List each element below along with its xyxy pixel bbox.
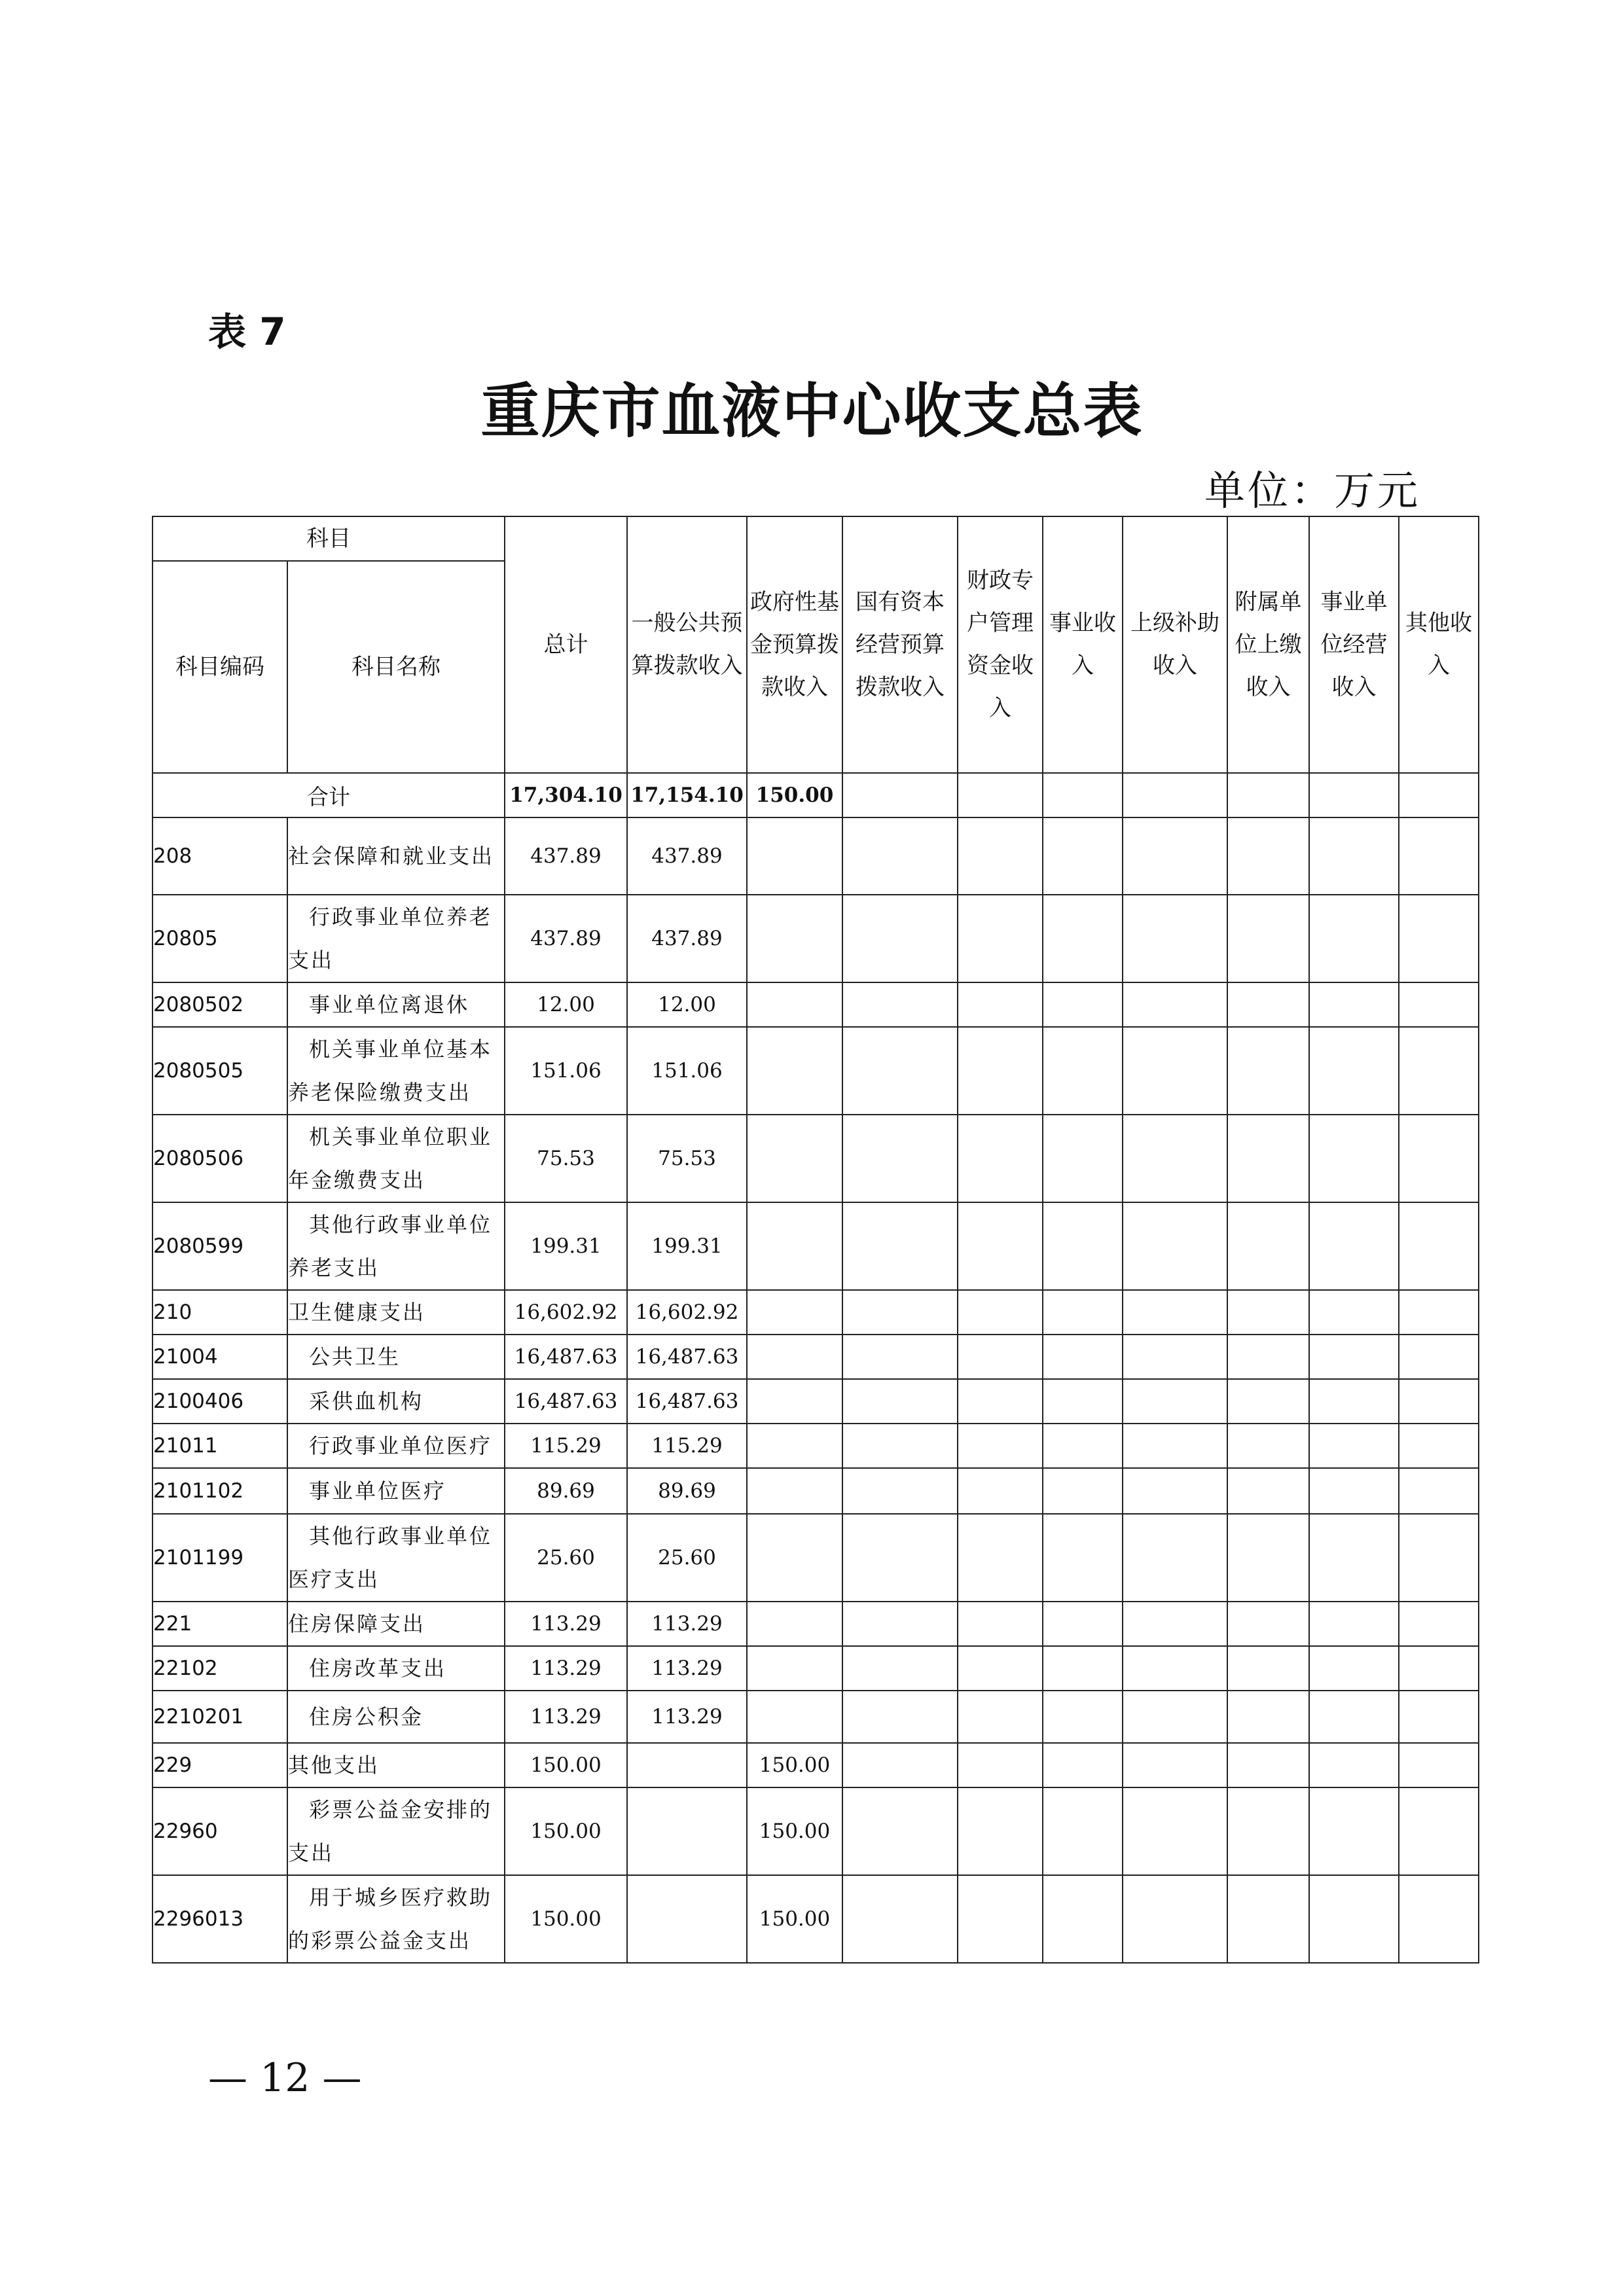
empty-cell (1227, 1335, 1309, 1379)
empty-cell (1123, 1514, 1227, 1602)
empty-cell (1123, 895, 1227, 982)
empty-cell (958, 1202, 1043, 1290)
empty-cell (1043, 1602, 1123, 1646)
table-row (153, 1787, 1479, 1875)
empty-cell (1123, 1290, 1227, 1335)
empty-cell (1399, 1027, 1479, 1115)
subject-name-cell: 行政事业单位医疗 (287, 1424, 505, 1468)
empty-cell (1309, 1424, 1399, 1468)
empty-cell (1123, 1335, 1227, 1379)
subject-name-cell: 事业单位离退休 (287, 982, 505, 1027)
empty-cell (1399, 1743, 1479, 1787)
table-row (153, 1602, 1479, 1646)
empty-cell (1399, 895, 1479, 982)
empty-cell (1227, 1691, 1309, 1743)
subject-code-cell: 210 (153, 1290, 287, 1335)
total-cell: 113.29 (505, 1602, 627, 1646)
empty-cell (958, 982, 1043, 1027)
empty-cell (1309, 1787, 1399, 1875)
total-label: 合计 (153, 773, 505, 817)
general-budget-cell: 89.69 (627, 1468, 747, 1514)
total-cell: 17,304.10 (505, 773, 627, 817)
empty-cell (1227, 817, 1309, 895)
header-affiliated-unit: 附属单位上缴收入 (1227, 516, 1309, 773)
empty-cell (1227, 1027, 1309, 1115)
empty-cell (1123, 1202, 1227, 1290)
empty-cell (842, 1290, 958, 1335)
table-row (153, 1335, 1479, 1379)
empty-cell (1043, 1743, 1123, 1787)
empty-cell (1309, 1875, 1399, 1963)
government-fund-cell (747, 817, 842, 895)
empty-cell (1043, 1424, 1123, 1468)
general-budget-cell: 115.29 (627, 1424, 747, 1468)
subject-name-cell: 其他行政事业单位养老支出 (287, 1202, 505, 1290)
empty-cell (958, 1468, 1043, 1514)
total-cell: 12.00 (505, 982, 627, 1027)
empty-cell (1227, 1646, 1309, 1691)
empty-cell (1123, 1424, 1227, 1468)
subject-code-cell: 20805 (153, 895, 287, 982)
empty-cell (1227, 1379, 1309, 1424)
empty-cell (1227, 1115, 1309, 1202)
empty-cell (1123, 1379, 1227, 1424)
empty-cell (1227, 1743, 1309, 1787)
total-cell: 150.00 (505, 1743, 627, 1787)
empty-cell (958, 1646, 1043, 1691)
empty-cell (842, 1027, 958, 1115)
total-cell: 115.29 (505, 1424, 627, 1468)
page-title: 重庆市血液中心收支总表 (480, 376, 1144, 446)
table-row (153, 1027, 1479, 1115)
subject-code-cell: 22960 (153, 1787, 287, 1875)
empty-cell (958, 1514, 1043, 1602)
empty-cell (1043, 773, 1123, 817)
empty-cell (1227, 1514, 1309, 1602)
empty-cell (958, 1691, 1043, 1743)
table-row (153, 1468, 1479, 1514)
table-row (153, 1290, 1479, 1335)
empty-cell (1227, 1875, 1309, 1963)
total-cell: 150.00 (505, 1875, 627, 1963)
header-superior-subsidy: 上级补助收入 (1123, 516, 1227, 773)
empty-cell (842, 1379, 958, 1424)
table-label: 表 7 (208, 310, 286, 354)
empty-cell (1399, 1202, 1479, 1290)
empty-cell (1399, 773, 1479, 817)
header-other-income: 其他收入 (1399, 516, 1479, 773)
table-row (153, 1379, 1479, 1424)
table-row (153, 982, 1479, 1027)
empty-cell (842, 982, 958, 1027)
empty-cell (958, 1335, 1043, 1379)
empty-cell (1309, 1335, 1399, 1379)
subject-code-cell: 22102 (153, 1646, 287, 1691)
header-general-budget: 一般公共预算拨款收入 (627, 516, 747, 773)
header-operating-income: 事业单位经营收入 (1309, 516, 1399, 773)
header-subject-group: 科目 (153, 516, 505, 561)
general-budget-cell: 113.29 (627, 1646, 747, 1691)
empty-cell (1123, 1468, 1227, 1514)
empty-cell (842, 1646, 958, 1691)
subject-code-cell: 221 (153, 1602, 287, 1646)
empty-cell (842, 1335, 958, 1379)
government-fund-cell: 150.00 (747, 1743, 842, 1787)
subject-name-cell: 社会保障和就业支出 (287, 817, 505, 895)
general-budget-cell: 113.29 (627, 1691, 747, 1743)
empty-cell (1309, 1743, 1399, 1787)
general-budget-cell: 151.06 (627, 1027, 747, 1115)
subject-code-cell: 208 (153, 817, 287, 895)
empty-cell (842, 773, 958, 817)
table-row (153, 1514, 1479, 1602)
empty-cell (1123, 982, 1227, 1027)
empty-cell (842, 1514, 958, 1602)
empty-cell (1309, 1468, 1399, 1514)
subject-name-cell: 住房公积金 (287, 1691, 505, 1743)
subject-name-cell: 彩票公益金安排的支出 (287, 1787, 505, 1875)
total-cell: 437.89 (505, 895, 627, 982)
table-row (153, 1691, 1479, 1743)
table-row (153, 1115, 1479, 1202)
empty-cell (958, 895, 1043, 982)
empty-cell (958, 1424, 1043, 1468)
total-cell: 199.31 (505, 1202, 627, 1290)
general-budget-cell: 75.53 (627, 1115, 747, 1202)
empty-cell (1399, 1787, 1479, 1875)
empty-cell (958, 1115, 1043, 1202)
header-special-account: 财政专户管理资金收入 (958, 516, 1043, 773)
empty-cell (1043, 1335, 1123, 1379)
header-government-fund: 政府性基金预算拨款收入 (747, 516, 842, 773)
empty-cell (958, 1027, 1043, 1115)
empty-cell (1043, 1787, 1123, 1875)
total-cell: 16,487.63 (505, 1335, 627, 1379)
budget-table (152, 516, 1479, 1964)
subject-code-cell: 229 (153, 1743, 287, 1787)
subject-name-cell: 行政事业单位养老支出 (287, 895, 505, 982)
empty-cell (1309, 1691, 1399, 1743)
empty-cell (842, 1468, 958, 1514)
table-row (153, 1202, 1479, 1290)
header-state-capital: 国有资本经营预算拨款收入 (842, 516, 958, 773)
empty-cell (958, 1743, 1043, 1787)
subject-code-cell: 21004 (153, 1335, 287, 1379)
empty-cell (842, 1691, 958, 1743)
government-fund-cell (747, 1514, 842, 1602)
empty-cell (842, 1115, 958, 1202)
empty-cell (1123, 1743, 1227, 1787)
general-budget-cell (627, 1743, 747, 1787)
empty-cell (1309, 895, 1399, 982)
subject-code-cell: 2080599 (153, 1202, 287, 1290)
header-subject-name: 科目名称 (287, 561, 505, 773)
empty-cell (1123, 1787, 1227, 1875)
empty-cell (1043, 1379, 1123, 1424)
government-fund-cell (747, 1602, 842, 1646)
empty-cell (958, 1290, 1043, 1335)
empty-cell (1309, 1514, 1399, 1602)
empty-cell (842, 1743, 958, 1787)
empty-cell (1399, 982, 1479, 1027)
general-budget-cell (627, 1787, 747, 1875)
subject-code-cell: 2080502 (153, 982, 287, 1027)
empty-cell (958, 1787, 1043, 1875)
subject-name-cell: 公共卫生 (287, 1335, 505, 1379)
total-cell: 113.29 (505, 1646, 627, 1691)
table-row (153, 1424, 1479, 1468)
empty-cell (1309, 1646, 1399, 1691)
general-budget-cell: 199.31 (627, 1202, 747, 1290)
empty-cell (1043, 1646, 1123, 1691)
empty-cell (1227, 895, 1309, 982)
header-subject-code: 科目编码 (153, 561, 287, 773)
empty-cell (1309, 1602, 1399, 1646)
subject-code-cell: 2296013 (153, 1875, 287, 1963)
empty-cell (1227, 1202, 1309, 1290)
general-budget-cell: 16,487.63 (627, 1379, 747, 1424)
empty-cell (1043, 1691, 1123, 1743)
empty-cell (1043, 1290, 1123, 1335)
total-cell: 151.06 (505, 1027, 627, 1115)
empty-cell (958, 773, 1043, 817)
page-number: — 12 — (208, 2055, 362, 2101)
general-budget-cell: 16,487.63 (627, 1335, 747, 1379)
table-row (153, 1875, 1479, 1963)
general-budget-cell: 25.60 (627, 1514, 747, 1602)
government-fund-cell (747, 1691, 842, 1743)
empty-cell (1123, 1115, 1227, 1202)
government-fund-cell (747, 1379, 842, 1424)
empty-cell (1399, 1424, 1479, 1468)
government-fund-cell: 150.00 (747, 1875, 842, 1963)
table-row (153, 895, 1479, 982)
empty-cell (1309, 773, 1399, 817)
empty-cell (842, 895, 958, 982)
government-fund-cell (747, 1335, 842, 1379)
empty-cell (1043, 1875, 1123, 1963)
empty-cell (1309, 817, 1399, 895)
empty-cell (1043, 1468, 1123, 1514)
empty-cell (1399, 1646, 1479, 1691)
empty-cell (1043, 1027, 1123, 1115)
government-fund-cell (747, 982, 842, 1027)
subject-name-cell: 用于城乡医疗救助的彩票公益金支出 (287, 1875, 505, 1963)
empty-cell (1043, 1202, 1123, 1290)
empty-cell (958, 1379, 1043, 1424)
total-cell: 16,487.63 (505, 1379, 627, 1424)
empty-cell (1043, 1115, 1123, 1202)
total-cell: 25.60 (505, 1514, 627, 1602)
empty-cell (1123, 1691, 1227, 1743)
subject-name-cell: 卫生健康支出 (287, 1290, 505, 1335)
empty-cell (1399, 1468, 1479, 1514)
header-business-income: 事业收入 (1043, 516, 1123, 773)
empty-cell (1309, 982, 1399, 1027)
empty-cell (842, 1424, 958, 1468)
general-budget-cell: 437.89 (627, 895, 747, 982)
subject-code-cell: 2101199 (153, 1514, 287, 1602)
government-fund-cell (747, 1202, 842, 1290)
general-budget-cell: 113.29 (627, 1602, 747, 1646)
empty-cell (958, 1875, 1043, 1963)
subject-name-cell: 事业单位医疗 (287, 1468, 505, 1514)
empty-cell (842, 1602, 958, 1646)
empty-cell (1123, 773, 1227, 817)
subject-name-cell: 机关事业单位基本养老保险缴费支出 (287, 1027, 505, 1115)
empty-cell (1227, 773, 1309, 817)
subject-name-cell: 住房保障支出 (287, 1602, 505, 1646)
empty-cell (1399, 817, 1479, 895)
empty-cell (1227, 1787, 1309, 1875)
empty-cell (1227, 1424, 1309, 1468)
subject-name-cell: 其他行政事业单位医疗支出 (287, 1514, 505, 1602)
general-budget-cell: 437.89 (627, 817, 747, 895)
empty-cell (1123, 1027, 1227, 1115)
subject-code-cell: 2100406 (153, 1379, 287, 1424)
government-fund-cell (747, 1646, 842, 1691)
empty-cell (1309, 1115, 1399, 1202)
government-fund-cell (747, 1027, 842, 1115)
empty-cell (1043, 895, 1123, 982)
general-budget-cell: 12.00 (627, 982, 747, 1027)
empty-cell (1227, 982, 1309, 1027)
general-budget-cell: 16,602.92 (627, 1290, 747, 1335)
empty-cell (1399, 1379, 1479, 1424)
empty-cell (1399, 1602, 1479, 1646)
empty-cell (1123, 1646, 1227, 1691)
government-fund-cell (747, 1115, 842, 1202)
total-cell: 75.53 (505, 1115, 627, 1202)
table-row (153, 1743, 1479, 1787)
empty-cell (1399, 1115, 1479, 1202)
empty-cell (1043, 817, 1123, 895)
total-cell: 16,602.92 (505, 1290, 627, 1335)
government-fund-cell (747, 1424, 842, 1468)
subject-code-cell: 2080506 (153, 1115, 287, 1202)
empty-cell (842, 1202, 958, 1290)
table-row (153, 1646, 1479, 1691)
government-fund-cell (747, 1468, 842, 1514)
government-fund-cell (747, 1290, 842, 1335)
empty-cell (842, 817, 958, 895)
empty-cell (1227, 1290, 1309, 1335)
subject-name-cell: 住房改革支出 (287, 1646, 505, 1691)
subject-code-cell: 21011 (153, 1424, 287, 1468)
empty-cell (1123, 1875, 1227, 1963)
total-cell: 150.00 (505, 1787, 627, 1875)
header-total: 总计 (505, 516, 627, 773)
table-row (153, 817, 1479, 895)
empty-cell (1123, 1602, 1227, 1646)
subject-code-cell: 2210201 (153, 1691, 287, 1743)
empty-cell (1399, 1290, 1479, 1335)
empty-cell (1399, 1335, 1479, 1379)
unit-label: 单位：万元 (1204, 467, 1421, 514)
empty-cell (1043, 1514, 1123, 1602)
subject-name-cell: 其他支出 (287, 1743, 505, 1787)
empty-cell (1043, 982, 1123, 1027)
empty-cell (1309, 1027, 1399, 1115)
general-budget-cell: 17,154.10 (627, 773, 747, 817)
total-row (153, 773, 1479, 817)
empty-cell (1309, 1290, 1399, 1335)
empty-cell (842, 1787, 958, 1875)
total-cell: 113.29 (505, 1691, 627, 1743)
government-fund-cell: 150.00 (747, 1787, 842, 1875)
subject-code-cell: 2080505 (153, 1027, 287, 1115)
empty-cell (1399, 1691, 1479, 1743)
government-fund-cell: 150.00 (747, 773, 842, 817)
empty-cell (1399, 1514, 1479, 1602)
subject-name-cell: 机关事业单位职业年金缴费支出 (287, 1115, 505, 1202)
general-budget-cell (627, 1875, 747, 1963)
empty-cell (1227, 1602, 1309, 1646)
empty-cell (1309, 1379, 1399, 1424)
empty-cell (1227, 1468, 1309, 1514)
empty-cell (958, 1602, 1043, 1646)
empty-cell (958, 817, 1043, 895)
government-fund-cell (747, 895, 842, 982)
total-cell: 437.89 (505, 817, 627, 895)
empty-cell (842, 1875, 958, 1963)
empty-cell (1123, 817, 1227, 895)
empty-cell (1309, 1202, 1399, 1290)
total-cell: 89.69 (505, 1468, 627, 1514)
subject-name-cell: 采供血机构 (287, 1379, 505, 1424)
empty-cell (1399, 1875, 1479, 1963)
subject-code-cell: 2101102 (153, 1468, 287, 1514)
